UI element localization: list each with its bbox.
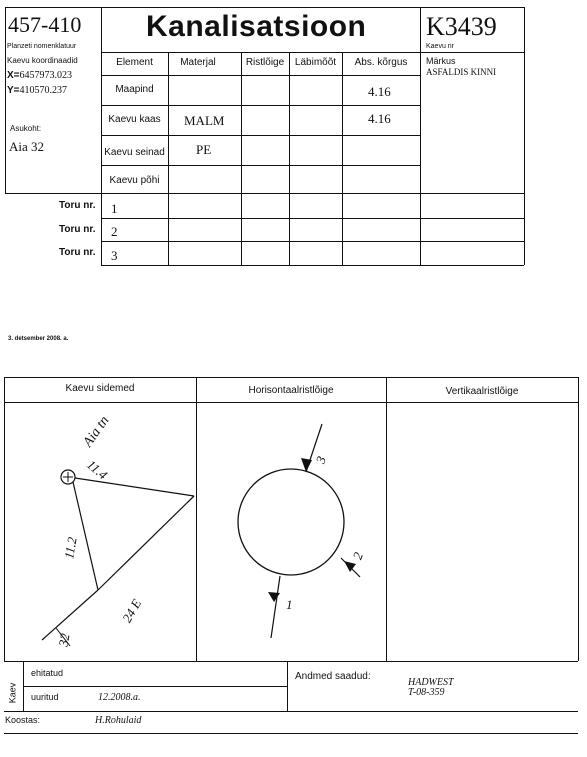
row-abs: 4.16 [368, 84, 391, 99]
data-label: Andmed saadud: [295, 671, 371, 682]
col-element: Element [116, 57, 153, 68]
street-label: Aia tn [80, 413, 113, 450]
section-mark: 3 [312, 454, 329, 466]
well-id: K3439 [426, 12, 497, 41]
row-material: PE [196, 142, 212, 157]
surveyed-label: uuritud [31, 692, 59, 702]
well-id-label: Kaevu nr [426, 43, 455, 50]
data-value: T-08-359 [408, 687, 445, 698]
well-side-label: Kaev [7, 682, 18, 704]
distance-label: 11.4 [84, 456, 111, 483]
col-links: Kaevu sidemed [65, 383, 135, 394]
y-coordinate: Y=410570.237 [7, 85, 68, 96]
coords-label: Kaevu koordinaadid [7, 56, 78, 65]
surveyed-value: 12.2008.a. [98, 692, 141, 703]
built-label: ehitatud [31, 668, 64, 678]
remarks-value: ASFALDIS KINNI [426, 67, 497, 77]
col-diameter: Läbimõõt [294, 57, 337, 68]
author-value: H.Rohulaid [95, 715, 142, 726]
col-material: Materjal [180, 57, 216, 68]
pipe-number: 1 [111, 201, 118, 216]
pipe-label: Toru nr. [59, 247, 96, 258]
col-horizontal: Horisontaalristlõige [248, 385, 334, 396]
row-element: Kaevu seinad [104, 147, 165, 158]
date-note: 3. detsember 2008. a. [8, 336, 69, 342]
horizontal-sketch [196, 402, 386, 661]
data-value: HADWEST [408, 677, 454, 688]
remarks-label: Märkus [426, 56, 456, 66]
row-element: Kaevu kaas [108, 114, 161, 125]
sheet-number: 457-410 [8, 12, 82, 37]
pipe-number: 2 [111, 224, 118, 239]
col-section: Ristlõige [245, 57, 285, 68]
distance-label: 32 [55, 632, 73, 648]
distance-label: 24 E [119, 596, 145, 625]
col-abs-height: Abs. kõrgus [354, 57, 408, 68]
distance-label: 11.2 [61, 535, 80, 560]
pipe-number: 3 [111, 248, 118, 263]
pipe-label: Toru nr. [59, 224, 96, 235]
page-title: Kanalisatsioon [146, 10, 367, 43]
section-mark: 1 [286, 597, 293, 612]
row-abs: 4.16 [368, 111, 391, 126]
author-label: Koostas: [5, 715, 41, 725]
sheet-label: Planzeti nomenklatuur [7, 43, 77, 50]
row-element: Kaevu põhi [109, 175, 160, 186]
location-label: Asukoht: [10, 124, 42, 133]
location-value: Aia 32 [9, 139, 45, 154]
x-coordinate: X=6457973.023 [7, 70, 73, 81]
col-vertical: Vertikaalristlõige [445, 386, 519, 397]
row-material: MALM [184, 113, 225, 128]
row-element: Maapind [115, 84, 154, 95]
pipe-label: Toru nr. [59, 200, 96, 211]
section-mark: 2 [349, 550, 366, 562]
